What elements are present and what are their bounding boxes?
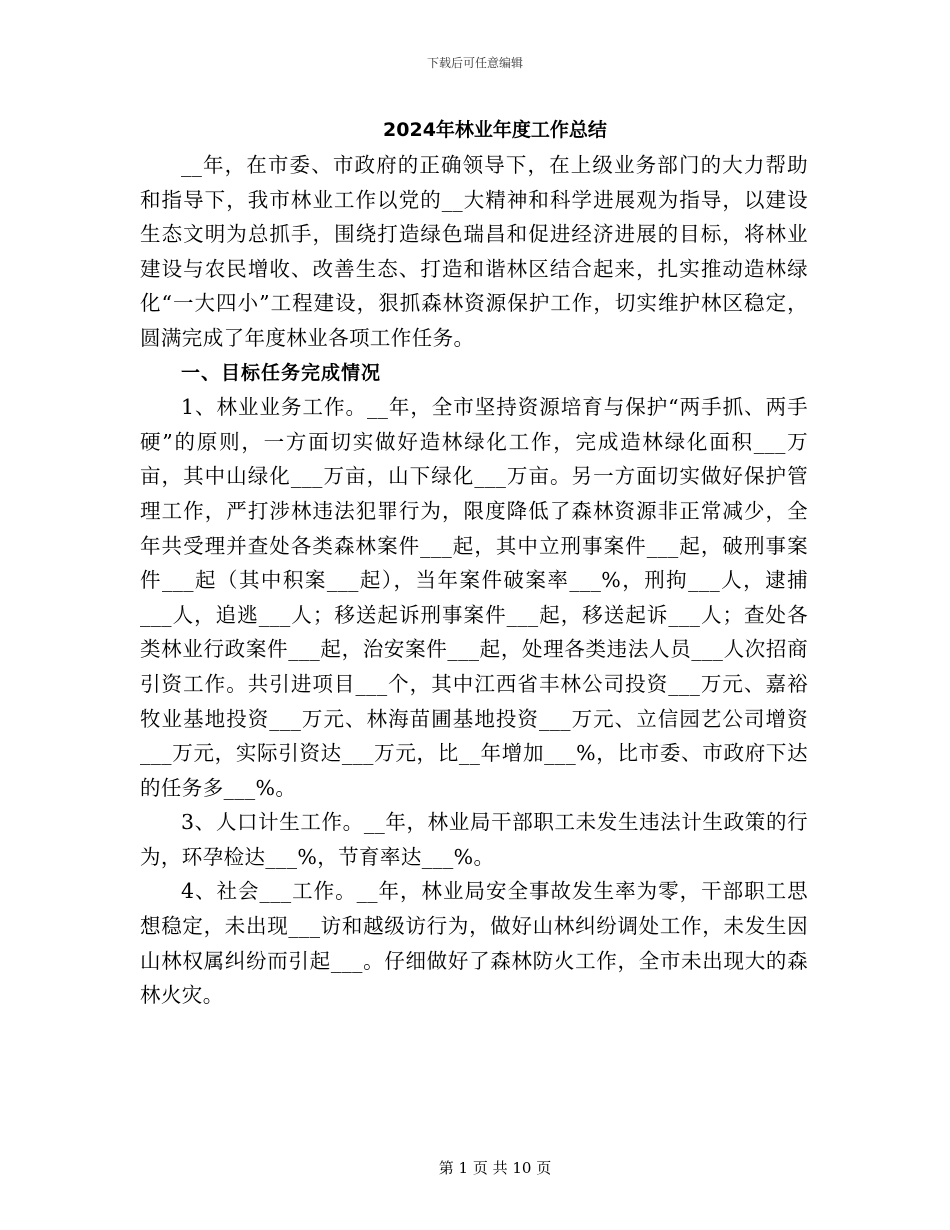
family-planning-paragraph: 3、人口计生工作。__年，林业局干部职工未发生违法计生政策的行为，环孕检达___%，节育率达___%。 [140,810,808,869]
document-title: 2024年林业年度工作总结 [383,119,607,141]
page-header-note: 下载后可任意编辑 [426,56,523,70]
forestry-business-paragraph: 1、林业业务工作。__年，全市坚持资源培育与保护“两手抓、两手硬”的原则，一方面切实做好造林绿化工作，完成造林绿化面积___万亩，其中山绿化___万亩，山下绿化___万亩。另一方面切实做好保护管理工作，严打涉林违法犯罪行为，限度降低了森林资源非正常减少，全年共受理并查处各类森林案件___起，其中立刑事案件___起，破刑事案件___起（其中积案___起），当年案件破案率___%，刑拘___人，逮捕___人，追逃___人；移送起诉刑事案件___起，移送起诉___人；查处各类林业行政案件___起，治安案件___起，处理各类违法人员___人次招商引资工作。共引进项目___个，其中江西省丰林公司投资___万元、嘉裕牧业基地投资___万元、林海苗圃基地投资___万元、立信园艺公司增资___万元，实际引资达___万元，比__年增加___%，比市委、市政府下达的任务多___%。 [140,395,808,800]
intro-paragraph: __年，在市委、市政府的正确领导下，在上级业务部门的大力帮助和指导下，我市林业工作以党的__大精神和科学进展观为指导，以建设生态文明为总抓手，围绕打造绿色瑞昌和促进经济进展的目标，将林业建设与农民增收、改善生态、打造和谐林区结合起来，扎实推动造林绿化“一大四小”工程建设，狠抓森林资源保护工作，切实维护林区稳定，圆满完成了年度林业各项工作任务。 [140,153,808,350]
section-heading-targets: 一、目标任务完成情况 [181,361,382,384]
social-work-paragraph: 4、社会___工作。__年，林业局安全事故发生率为零，干部职工思想稳定，未出现___访和越级访行为，做好山林纠纷调处工作，未发生因山林权属纠纷而引起___。仔细做好了森林防火工作，全市未出现大的森林火灾。 [140,879,808,1008]
document-body [140,148,808,1013]
page-number-footer: 第 1 页 共 10 页 [438,1159,552,1177]
